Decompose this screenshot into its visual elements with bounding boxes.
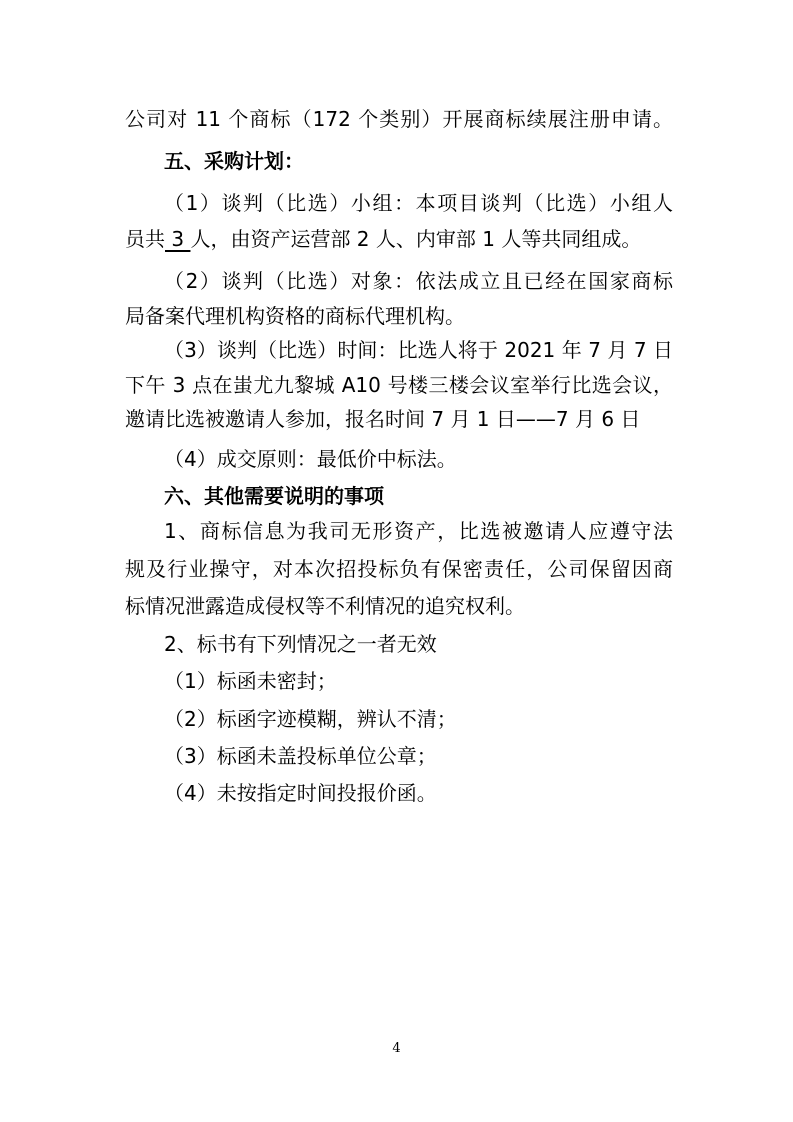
paragraph-line-panel-1: （1）谈判（比选）小组：本项目谈判（比选）小组人 [164, 191, 673, 215]
paragraph-line-confidential-2: 规及行业操守，对本次招投标负有保密责任，公司保留因商 [125, 557, 673, 581]
paragraph-line-principle: （4）成交原则：最低价中标法。 [164, 447, 457, 471]
paragraph-line-confidential-3: 标情况泄露造成侵权等不利情况的追究权利。 [125, 594, 525, 618]
panel-count-underlined: 3 [165, 227, 191, 251]
list-item-illegible: （2）标函字迹模糊，辨认不清； [164, 707, 457, 731]
paragraph-line-invalid-bids: 2、标书有下列情况之一者无效 [164, 632, 437, 656]
panel-count-suffix: 人，由资产运营部 2 人、内审部 1 人等共同组成。 [190, 227, 642, 251]
paragraph-line-target-2: 局备案代理机构资格的商标代理机构。 [125, 304, 465, 328]
paragraph-line-target-1: （2）谈判（比选）对象：依法成立且已经在国家商标 [164, 269, 673, 293]
list-item-no-seal: （3）标函未盖投标单位公章； [164, 744, 437, 768]
section-heading-procurement-plan: 五、采购计划： [164, 149, 304, 173]
list-item-late-quote: （4）未按指定时间投报价函。 [164, 781, 437, 805]
page-number: 4 [392, 1041, 401, 1056]
section-heading-other-matters: 六、其他需要说明的事项 [164, 484, 384, 508]
paragraph-line-panel-2 [125, 226, 641, 252]
list-item-unsealed: （1）标函未密封； [164, 669, 337, 693]
paragraph-line-time-3: 邀请比选被邀请人参加，报名时间 7 月 1 日——7 月 6 日 [125, 407, 641, 431]
paragraph-line-confidential-1: 1、商标信息为我司无形资产，比选被邀请人应遵守法 [164, 519, 673, 543]
paragraph-line-time-1: （3）谈判（比选）时间：比选人将于 2021 年 7 月 7 日 [164, 338, 673, 362]
paragraph-line-trademark-renewal: 公司对 11 个商标（172 个类别）开展商标续展注册申请。 [125, 107, 673, 131]
panel-count-prefix: 员共 [125, 227, 165, 251]
paragraph-line-time-2: 下午 3 点在蚩尤九黎城 A10 号楼三楼会议室举行比选会议， [125, 373, 673, 397]
